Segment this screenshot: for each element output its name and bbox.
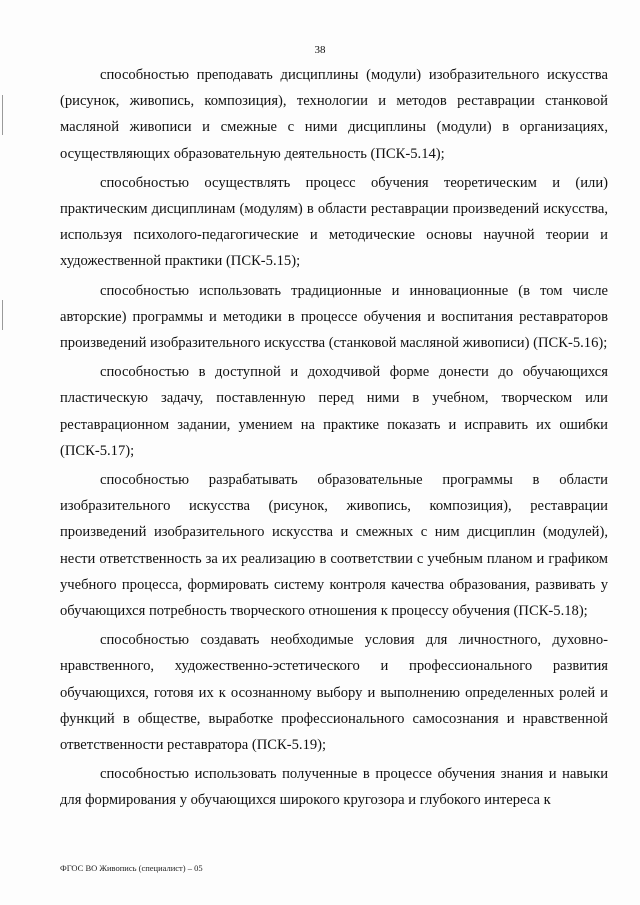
paragraph-psk-5-15: способностью осуществлять процесс обучения теоретическим и (или) практическим дисциплинам (модулям) в области реставрации произведений искусства, используя психолого-педагогические и методические основы научной теории и художественной практики (ПСК-5.15);: [60, 174, 608, 270]
body-text: [60, 62, 608, 814]
page-number: 38: [314, 44, 326, 56]
footer-note: ФГОС ВО Живопись (специалист) – 05: [60, 863, 203, 873]
paragraph-psk-5-16: способностью использовать традиционные и инновационные (в том числе авторские) программы и методики в процессе обучения и воспитания реставраторов произведений изобразительного искусства (станковой масляной живописи) (ПСК-5.16);: [60, 282, 608, 352]
paragraph-continued: способностью использовать полученные в процессе обучения знания и навыки для формирования у обучающихся широкого кругозора и глубокого интереса к: [60, 766, 608, 809]
paragraph-psk-5-17: способностью в доступной и доходчивой форме донести до обучающихся пластическую задачу, поставленную перед ними в учебном, творческом или реставрационном задании, умением на практике показать и исправить их ошибки (ПСК-5.17);: [60, 364, 608, 459]
scan-edge-mark: [2, 300, 3, 330]
scan-edge-mark: [2, 95, 3, 135]
paragraph-psk-5-18: способностью разрабатывать образовательные программы в области изобразительного искусства (рисунок, живопись, композиция), реставрации произведений изобразительного искусства и смежных с ним дисциплин (модулей), нести ответственность за их реализацию в соответствии с учебным планом и графиком учебного процесса, формировать систему контроля качества образования, развивать у обучающихся потребность творческого отношения к процессу обучения (ПСК-5.18);: [60, 472, 608, 620]
paragraph-psk-5-14: способностью преподавать дисциплины (модули) изобразительного искусства (рисунок, живопись, композиция), технологии и методов реставрации станковой масляной живописи и смежные с ними дисциплины (модули) в организациях, осуществляющих образовательную деятельность (ПСК-5.14);: [60, 67, 608, 162]
paragraph-psk-5-19: способностью создавать необходимые условия для личностного, духовно-нравственного, художественно-эстетического и профессионального развития обучающихся, готовя их к осознанному выбору и выполнению определенных ролей и функций в обществе, выработке профессионального самосознания и нравственной ответственности реставратора (ПСК-5.19);: [60, 632, 608, 754]
